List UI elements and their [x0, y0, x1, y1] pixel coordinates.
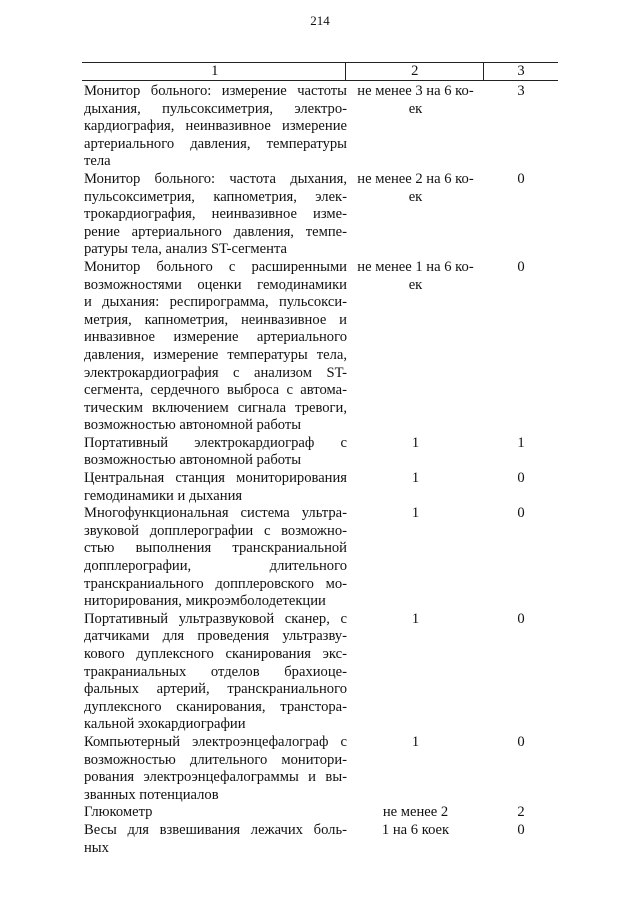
equipment-name-line: ратуры тела, анализ ST-сегмента [84, 241, 287, 258]
equipment-name-line: возможностями оценки гемодинамики [84, 276, 347, 293]
required-quantity-line: 1 [411, 733, 420, 750]
equipment-name-line: Портативный ультразвуковой сканер, с [84, 610, 347, 627]
page-number: 214 [310, 13, 330, 28]
equipment-name-line: стью выполнения транскраниальной [84, 540, 347, 557]
equipment-name-line: и дыхания: респирограмма, пульсокси- [84, 294, 347, 311]
column-3-value: 0 [517, 733, 525, 750]
equipment-name-line: сегмента, сердечного выброса с автома- [84, 382, 347, 399]
column-3-value: 2 [517, 804, 525, 821]
equipment-name-line: возможностью автономной работы [84, 452, 302, 469]
required-quantity [347, 470, 484, 505]
equipment-name [82, 505, 347, 611]
column-3-value: 3 [517, 83, 525, 99]
required-quantity-line: 1 [411, 505, 420, 522]
equipment-name-line: ниторирования, микроэмболодетекции [84, 593, 326, 610]
equipment-name-line: дыхания, пульсоксиметрия, электро- [84, 100, 347, 117]
column-3-value: 1 [517, 434, 525, 451]
equipment-name-line: гемодинамики и дыхания [84, 487, 243, 504]
equipment-name-line: дуплексного сканирования, транстора- [84, 698, 347, 715]
table-body [82, 83, 558, 857]
required-quantity-line: не менее 2 на 6 ко- [357, 170, 474, 187]
column-3-value: 0 [517, 470, 525, 487]
equipment-name-line: рение артериального давления, темпе- [84, 223, 347, 240]
required-quantity [347, 435, 484, 470]
required-quantity [347, 83, 484, 171]
required-quantity-line: не менее 2 [382, 804, 449, 821]
column-3-value: 0 [517, 610, 525, 627]
required-quantity-line: не менее 3 на 6 ко- [357, 83, 474, 99]
equipment-name-line: ных [84, 839, 109, 856]
required-quantity [347, 259, 484, 435]
equipment-name-line: датчиками для проведения ультразву- [84, 628, 347, 645]
equipment-name-line: рования электроэнцефалограммы и вы- [84, 769, 347, 786]
equipment-name-line: Весы для взвешивания лежачих боль- [84, 821, 347, 838]
column-3-value: 0 [517, 505, 525, 522]
column-3-value: 0 [517, 258, 525, 275]
equipment-name [82, 435, 347, 470]
equipment-name-line: званных потенциалов [84, 786, 219, 803]
equipment-table [82, 63, 558, 857]
column-3-value: 0 [517, 821, 525, 838]
required-quantity-line: 1 [411, 434, 420, 451]
equipment-name-line: фальных артерий, транскраниального [84, 681, 347, 698]
table-row [82, 734, 558, 804]
table-row [82, 505, 558, 611]
table-row [82, 822, 558, 857]
equipment-name [82, 611, 347, 734]
required-quantity-line: ек [408, 188, 423, 205]
equipment-name [82, 259, 347, 435]
required-quantity-line: ек [408, 100, 423, 117]
equipment-name-line: давления, измерение температуры тела, [84, 346, 347, 363]
required-quantity-line: ек [408, 276, 423, 293]
table-row [82, 171, 558, 259]
equipment-name-line: Монитор больного: частота дыхания, [84, 170, 347, 187]
column-header-2: 2 [346, 63, 484, 80]
equipment-name [82, 171, 347, 259]
column-3-value: 0 [517, 170, 525, 187]
equipment-name-line: Монитор больного: измерение частоты [84, 83, 347, 99]
equipment-name-line: тическим включением сигнала тревоги, [84, 399, 347, 416]
equipment-name-line: Компьютерный электроэнцефалограф с [84, 733, 347, 750]
required-quantity-line: 1 [411, 470, 420, 487]
equipment-name-line: тракраниальных отделов брахиоце- [84, 663, 347, 680]
table-header-row [82, 63, 558, 81]
table-row [82, 804, 558, 822]
equipment-name-line: кальной эхокардиографии [84, 716, 246, 733]
equipment-name-line: кардиография, неинвазивное измерение [84, 118, 347, 135]
required-quantity-line: 1 [411, 610, 420, 627]
required-quantity [347, 822, 484, 857]
equipment-name-line: возможностью длительного монитори- [84, 751, 347, 768]
equipment-name-line: тела [84, 153, 111, 170]
required-quantity [347, 505, 484, 611]
equipment-name-line: звуковой допплерографии с возможно- [84, 522, 347, 539]
equipment-name-line: метрия, капнометрия, неинвазивное и [84, 311, 347, 328]
equipment-name-line: кового дуплексного сканирования экс- [84, 646, 347, 662]
equipment-name-line: Глюкометр [84, 804, 153, 821]
equipment-name-line: Центральная станция мониторирования [84, 470, 347, 487]
table-row [82, 259, 558, 435]
equipment-name-line: Портативный электрокардиограф с [84, 434, 347, 451]
equipment-name [82, 734, 347, 804]
table-row [82, 470, 558, 505]
required-quantity-line: 1 на 6 коек [381, 821, 450, 838]
equipment-name-line: Многофункциональная система ультра- [84, 505, 347, 522]
equipment-name-line: артериального давления, температуры [84, 135, 347, 152]
equipment-name-line: допплерографии, длительного [84, 558, 347, 575]
equipment-name-line: Монитор больного с расширенными [84, 258, 347, 275]
equipment-name-line: пульсоксиметрия, капнометрия, элек- [84, 188, 347, 205]
equipment-name-line: электрокардиография с анализом ST- [84, 364, 347, 381]
column-header-1: 1 [82, 63, 346, 80]
required-quantity [347, 734, 484, 804]
equipment-name [82, 83, 347, 171]
equipment-name [82, 804, 347, 822]
table-row [82, 435, 558, 470]
required-quantity [347, 611, 484, 734]
equipment-name-line: возможностью автономной работы [84, 417, 302, 434]
table-row [82, 611, 558, 734]
equipment-name [82, 470, 347, 505]
required-quantity [347, 171, 484, 259]
equipment-name [82, 822, 347, 857]
equipment-name-line: инвазивное измерение артериального [84, 329, 347, 346]
table-row [82, 83, 558, 171]
equipment-name-line: трокардиография, неинвазивное изме- [84, 206, 347, 223]
required-quantity [347, 804, 484, 822]
required-quantity-line: не менее 1 на 6 ко- [357, 258, 474, 275]
equipment-name-line: транскраниального допплеровского мо- [84, 575, 347, 592]
column-header-3: 3 [517, 63, 525, 79]
